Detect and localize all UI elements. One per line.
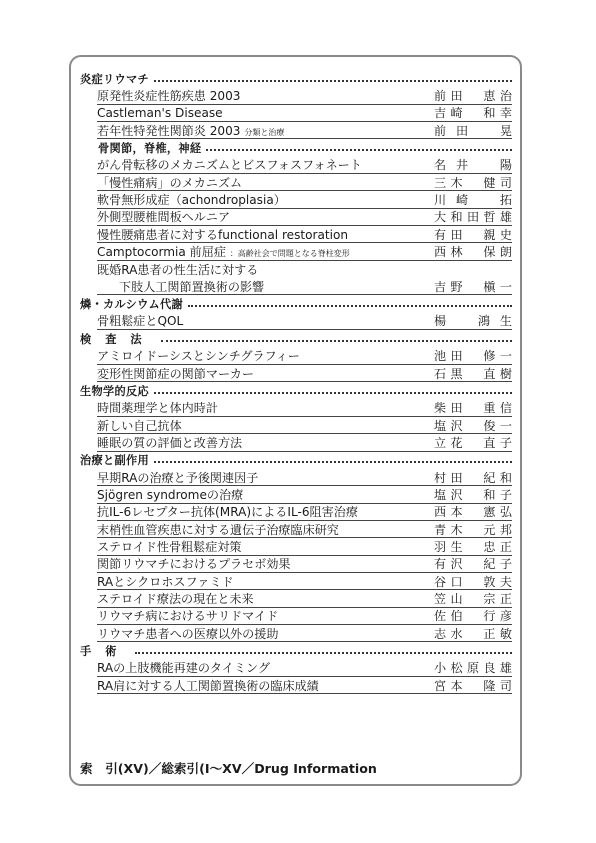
- entry-author: 大和田哲雄: [434, 210, 512, 225]
- entry-subtitle: ：高齢社会で問題となる脊柱変形: [229, 249, 350, 259]
- toc-entry[interactable]: [97, 486, 512, 503]
- entry-author: 吉崎 和幸: [434, 106, 512, 121]
- entry-author: 吉野 槇一: [434, 279, 512, 294]
- entry-title: [97, 191, 434, 208]
- toc-entry[interactable]: [97, 556, 512, 573]
- section-heading: [80, 452, 512, 469]
- entry-title: [97, 243, 434, 260]
- toc-entry[interactable]: [97, 157, 512, 174]
- entry-title: [97, 434, 434, 451]
- toc-entry[interactable]: [97, 122, 512, 139]
- entry-author: 前田 晃: [434, 123, 512, 138]
- toc-entry[interactable]: [97, 313, 512, 330]
- entry-title-text: 若年性特発性関節炎 2003: [97, 123, 241, 138]
- toc-entry[interactable]: [97, 209, 512, 226]
- entry-title: [97, 659, 434, 676]
- table-of-contents: [80, 70, 512, 694]
- entry-author: 柴田 重信: [434, 401, 512, 416]
- entry-title-text: 原発性炎症性筋疾患 2003: [97, 89, 241, 104]
- entry-title-text: がん骨転移のメカニズムとビスフォスフォネート: [97, 158, 362, 173]
- toc-entry[interactable]: [97, 105, 512, 122]
- entry-title-text: 新しい自己抗体: [97, 418, 182, 433]
- section-heading: [80, 330, 512, 347]
- entry-subtitle: 分類と治療: [244, 127, 285, 137]
- entry-author: 羽生 忠正: [434, 539, 512, 554]
- dot-leader: [154, 461, 512, 463]
- section-title: 手術: [80, 645, 131, 659]
- entry-title: [97, 106, 434, 120]
- section-title: 骨関節，脊椎，神経: [98, 142, 202, 156]
- toc-entry[interactable]: [97, 660, 512, 677]
- entry-title-text: リウマチ患者への医療以外の援助: [97, 626, 279, 641]
- entry-title: [97, 677, 434, 694]
- toc-entry[interactable]: [97, 365, 512, 382]
- section-title: 治療と副作用: [80, 454, 149, 468]
- entry-author: 前田 恵治: [434, 89, 512, 104]
- toc-entry[interactable]: [97, 348, 512, 365]
- entry-title-text: 外側型腰椎間板ヘルニア: [97, 210, 231, 225]
- section-title: 生物学的反応: [80, 384, 149, 398]
- entry-title-text: ステロイド性骨粗鬆症対策: [97, 539, 242, 554]
- entry-author: 塩沢 和子: [434, 487, 512, 502]
- entry-title-text: RAの上肢機能再建のタイミング: [97, 661, 270, 676]
- section-heading: [80, 70, 512, 87]
- entry-title-text: ステロイド療法の現在と未来: [97, 591, 254, 606]
- index-footer[interactable]: 索 引(XV)／総索引(I〜XV／Drug Information: [80, 761, 377, 776]
- dot-leader: [188, 305, 512, 307]
- entry-author: 西本 憲弘: [434, 505, 512, 520]
- toc-entry[interactable]: [97, 469, 512, 486]
- entry-title: [97, 87, 434, 104]
- section-heading: [80, 642, 512, 659]
- toc-entry[interactable]: [97, 573, 512, 590]
- toc-entry[interactable]: [97, 278, 512, 295]
- entry-title-text: RA肩に対する人工関節置換術の臨床成績: [97, 678, 319, 693]
- entry-title-text: 慢性腰痛患者に対するfunctional restoration: [97, 227, 349, 242]
- toc-entry[interactable]: [97, 174, 512, 191]
- section-heading: [80, 295, 512, 312]
- entry-title-text: 変形性関節症の関節マーカー: [97, 366, 254, 381]
- entry-title: [97, 312, 434, 329]
- section-title: 燐・カルシウム代謝: [80, 298, 183, 312]
- entry-title-text: 「慢性痛病」のメカニズム: [97, 175, 243, 190]
- entry-title: [97, 261, 434, 278]
- dot-leader: [161, 340, 512, 342]
- entry-author: 石黒 直樹: [434, 366, 512, 381]
- entry-title: [97, 590, 434, 607]
- entry-title-text: アミロイドーシスとシンチグラフィー: [97, 349, 300, 364]
- entry-title: [97, 486, 434, 503]
- entry-title: [97, 278, 434, 295]
- toc-entry[interactable]: [97, 521, 512, 538]
- entry-author: 谷口 敦夫: [434, 574, 512, 589]
- entry-author: 笠山 宗正: [434, 591, 512, 606]
- entry-title-text: リウマチ病におけるサリドマイド: [97, 609, 279, 624]
- entry-title: [97, 208, 434, 225]
- entry-author: 有田 親史: [434, 227, 512, 242]
- toc-entry[interactable]: [97, 400, 512, 417]
- entry-title-text: RAとシクロホスファミド: [97, 574, 234, 589]
- entry-author: 川崎 拓: [434, 193, 512, 208]
- toc-entry[interactable]: [97, 590, 512, 607]
- entry-title-text: 睡眠の質の評価と改善方法: [97, 435, 243, 450]
- entry-title: [97, 538, 434, 555]
- entry-author: 小松原良雄: [434, 661, 512, 676]
- entry-title-text: 既婚RA患者の性生活に対する: [97, 262, 259, 277]
- section-heading: [80, 382, 512, 399]
- entry-title-text: Castleman's Disease: [97, 105, 223, 120]
- entry-author: 立花 直子: [434, 435, 512, 450]
- section-title: 検査法: [80, 332, 156, 346]
- entry-author: 池田 修一: [434, 349, 512, 364]
- entry-title: [97, 174, 434, 191]
- toc-entry[interactable]: [97, 243, 512, 260]
- entry-title-text: 抗IL-6レセプター抗体(MRA)によるIL-6阻害治療: [97, 505, 358, 520]
- entry-title: [97, 226, 434, 243]
- dot-leader: [154, 80, 512, 82]
- entry-title: [97, 573, 434, 590]
- entry-author: 名井 陽: [434, 158, 512, 173]
- section-title: 炎症リウマチ: [80, 72, 149, 86]
- entry-title: [97, 469, 434, 486]
- entry-author: 志水 正敏: [434, 626, 512, 641]
- entry-title: [97, 521, 434, 538]
- entry-title: [97, 347, 434, 364]
- toc-entry[interactable]: [97, 191, 512, 208]
- entry-title-text: 骨粗鬆症とQOL: [97, 314, 184, 329]
- entry-title-text: 時間薬理学と体内時計: [97, 401, 218, 416]
- dot-leader: [206, 149, 512, 151]
- entry-author: 青木 元邦: [434, 522, 512, 537]
- entry-title: [97, 156, 434, 173]
- entry-title: [97, 122, 434, 139]
- toc-entry[interactable]: [97, 417, 512, 434]
- dot-leader: [154, 392, 512, 394]
- entry-title: [97, 607, 434, 624]
- entry-title: [97, 625, 434, 642]
- entry-title: [97, 365, 434, 382]
- entry-title-text: 下肢人工関節置換術の影響: [119, 279, 265, 294]
- entry-author: 村田 紀和: [434, 470, 512, 485]
- toc-entry[interactable]: [97, 677, 512, 694]
- entry-title-text: 軟骨無形成症（achondroplasia）: [97, 193, 286, 208]
- entry-author: 有沢 紀子: [434, 557, 512, 572]
- entry-title-text: 早期RAの治療と予後関連因子: [97, 470, 259, 485]
- toc-entry[interactable]: [97, 87, 512, 104]
- toc-entry[interactable]: [97, 504, 512, 521]
- toc-entry[interactable]: [97, 434, 512, 451]
- toc-entry[interactable]: [97, 608, 512, 625]
- entry-author: 三木 健司: [434, 175, 512, 190]
- toc-entry[interactable]: [97, 261, 512, 278]
- entry-author: 宮本 隆司: [434, 678, 512, 693]
- entry-title-text: 末梢性血管疾患に対する遺伝子治療臨床研究: [97, 522, 339, 537]
- entry-author: 塩沢 俊一: [434, 418, 512, 433]
- entry-title-text: Camptocormia 前屈症: [97, 245, 226, 260]
- entry-title: [97, 399, 434, 416]
- entry-author: 楊 鴻生: [434, 314, 512, 329]
- section-heading: [80, 139, 512, 156]
- toc-entry[interactable]: [97, 625, 512, 642]
- entry-title: [97, 417, 434, 434]
- entry-author: 佐伯 行彦: [434, 609, 512, 624]
- entry-title: [97, 555, 434, 572]
- entry-author: 西林 保朗: [434, 245, 512, 260]
- toc-entry[interactable]: [97, 538, 512, 555]
- dot-leader: [135, 652, 512, 654]
- entry-title: [97, 503, 434, 520]
- toc-entry[interactable]: [97, 226, 512, 243]
- entry-title-text: Sjögren syndromeの治療: [97, 487, 244, 502]
- entry-title-text: 関節リウマチにおけるプラセボ効果: [97, 557, 291, 572]
